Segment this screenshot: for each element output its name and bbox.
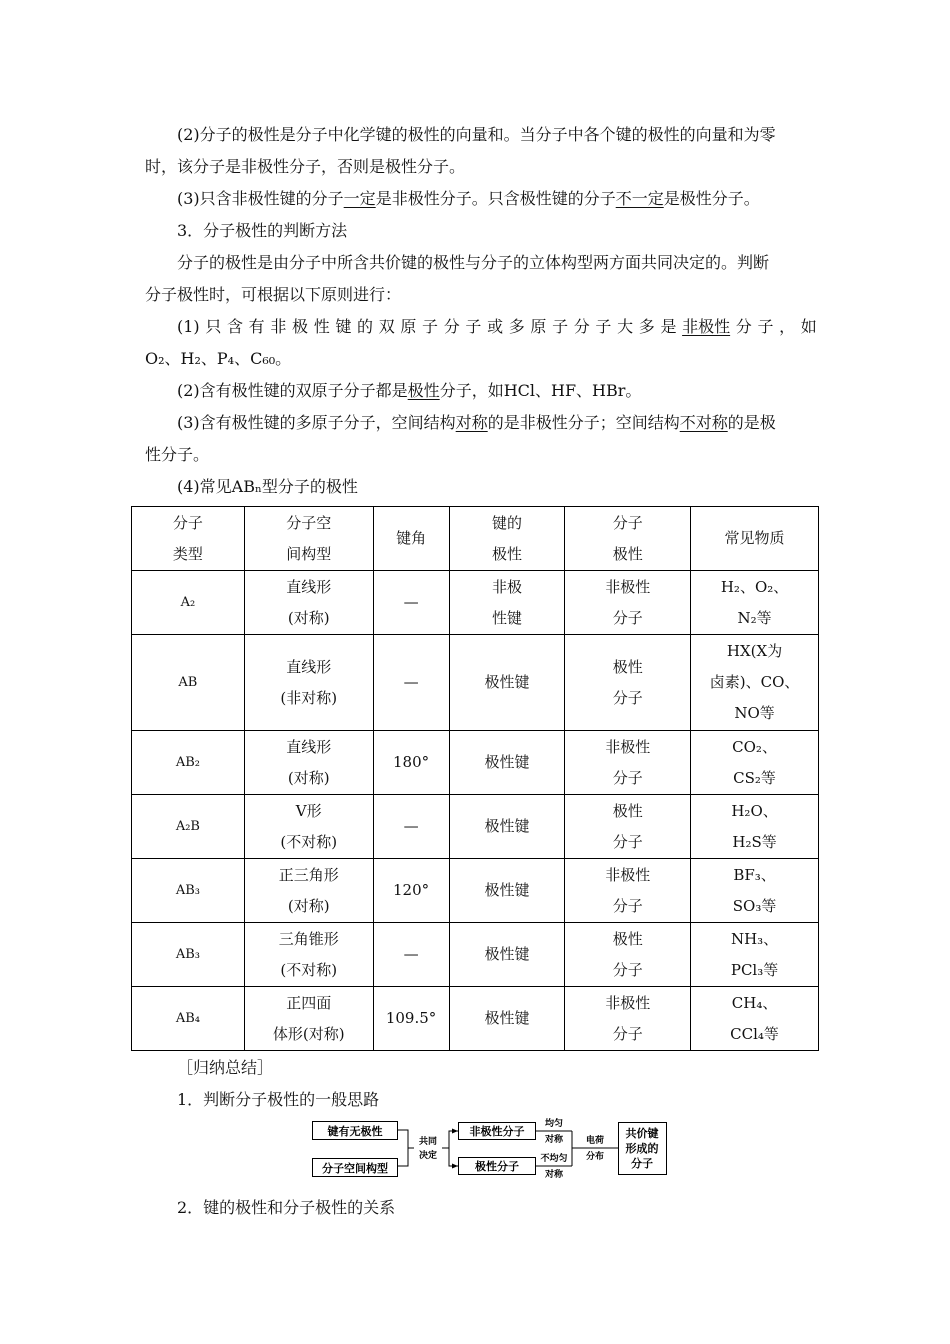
underlined-text: 不一定: [615, 189, 664, 208]
header-molecule-polarity: [565, 507, 691, 571]
header-molecule-polarity-line: 分子: [612, 513, 643, 532]
flow-label-uniform: 均匀: [544, 1119, 564, 1129]
cell-bond: [449, 859, 565, 923]
text: 的是非极性分子；空间结构: [487, 413, 680, 432]
cell-polarity: [565, 923, 691, 987]
cell-bond-line: 极性键: [484, 881, 530, 899]
polarity-flowchart: [312, 1118, 668, 1182]
flow-label-charge: 电荷: [585, 1136, 605, 1146]
flow-box-covalent-1: 共价键: [625, 1127, 659, 1140]
cell-shape-line: (对称): [287, 896, 330, 915]
text: 是极性分子。: [663, 189, 760, 208]
flow-label-nonuniform: 不均匀: [540, 1154, 568, 1164]
cell-polarity-line: 分子: [612, 832, 643, 851]
rule-2: [177, 381, 817, 401]
cell-examples-line: CO₂、: [732, 737, 777, 756]
cell-polarity-line: 极性: [612, 929, 643, 948]
cell-shape: [244, 795, 373, 859]
flow-label-symmetric: 对称: [544, 1135, 564, 1145]
cell-polarity: [565, 635, 691, 731]
cell-examples: [691, 795, 819, 859]
cell-polarity-line: 极性: [612, 801, 643, 820]
rule-1a: [177, 317, 817, 337]
cell-bond: [449, 987, 565, 1051]
cell-type: AB₄: [132, 987, 245, 1051]
cell-shape: [244, 731, 373, 795]
flow-box-nonpolar-molecule: 非极性分子: [469, 1125, 525, 1138]
cell-bond-line: 极性键: [484, 1009, 530, 1027]
cell-examples-line: BF₃、: [733, 865, 776, 884]
cell-examples-line: 卤素)、CO、: [709, 673, 800, 691]
header-shape-line: 分子空: [286, 513, 332, 532]
cell-bond: [449, 635, 565, 731]
cell-type: A₂B: [132, 795, 245, 859]
text-char: 多: [508, 317, 525, 336]
header-type: [132, 507, 245, 571]
cell-examples-line: CS₂等: [733, 768, 776, 787]
cell-examples-line: HX(X为: [726, 642, 783, 660]
text-char: 键: [335, 317, 352, 336]
text-char: 极: [292, 317, 309, 336]
text-char: 子: [465, 317, 482, 336]
cell-shape-line: 正四面: [286, 993, 332, 1012]
cell-examples-line: H₂、O₂、: [720, 577, 789, 596]
molecule-polarity-table: [131, 506, 819, 1051]
text-char: 子: [757, 317, 774, 336]
cell-angle: 180°: [373, 731, 449, 795]
flow-box-covalent-3: 分子: [631, 1157, 653, 1170]
text-char: 只: [205, 317, 222, 336]
text-char: 双: [378, 317, 395, 336]
cell-polarity-line: 非极性: [605, 577, 651, 596]
text-char: 性: [313, 317, 330, 336]
text-char: 的: [357, 317, 374, 336]
cell-angle: —: [373, 571, 449, 635]
text-char: 原: [400, 317, 417, 336]
text-char: 或: [487, 317, 504, 336]
cell-angle: 120°: [373, 859, 449, 923]
header-angle-line: 键角: [396, 529, 427, 547]
header-bond-polarity: [449, 507, 565, 571]
cell-bond-line: 极性键: [484, 817, 530, 835]
cell-type: AB₂: [132, 731, 245, 795]
table-row: [132, 635, 819, 731]
cell-shape-line: (非对称): [280, 688, 338, 707]
cell-examples: [691, 923, 819, 987]
text-char: 含: [227, 317, 244, 336]
header-shape-line: 间构型: [286, 544, 332, 563]
cell-examples: [691, 635, 819, 731]
header-type-line: 类型: [172, 544, 203, 563]
text-char: ，: [779, 317, 796, 336]
underlined-text: 极性: [407, 381, 440, 400]
text: (3)只含非极性键的分子: [177, 189, 344, 208]
rule-3a: [177, 413, 817, 433]
cell-examples-line: CCl₄等: [730, 1024, 779, 1043]
underlined-text: 一定: [343, 189, 376, 208]
table-row: [132, 571, 819, 635]
cell-polarity-line: 分子: [612, 768, 643, 787]
text-char: 分: [573, 317, 590, 336]
paragraph-2a: (2)分子的极性是分子中化学键的极性的向量和。当分子中各个键的极性的向量和为零: [177, 125, 776, 144]
cell-shape: [244, 571, 373, 635]
cell-bond-line: 非极: [491, 577, 522, 596]
summary-item-1: 1．判断分子极性的一般思路: [177, 1090, 380, 1109]
intro-a: 分子的极性是由分子中所含共价键的极性与分子的立体构型两方面共同决定的。判断: [177, 253, 770, 272]
cell-examples: [691, 859, 819, 923]
cell-shape-line: 直线形: [286, 657, 332, 676]
intro-b: 分子极性时，可根据以下原则进行：: [145, 285, 402, 304]
cell-shape-line: 直线形: [286, 737, 332, 756]
table-row: [132, 731, 819, 795]
cell-polarity-line: 分子: [612, 896, 643, 915]
text-char: 非: [270, 317, 287, 336]
cell-type: AB: [132, 635, 245, 731]
text: 分子，如HCl、HF、HBr。: [439, 381, 642, 400]
table-row: [132, 987, 819, 1051]
rule-1-justified-line: [177, 317, 817, 337]
text: 是非极性分子。只含极性键的分子: [375, 189, 616, 208]
flow-box-covalent-2: 形成的: [625, 1142, 659, 1155]
cell-examples-line: SO₃等: [732, 896, 777, 915]
header-bond-polarity-line: 键的: [491, 513, 522, 532]
paragraph-2b: 时，该分子是非极性分子，否则是极性分子。: [145, 157, 466, 176]
section-heading-3: 3．分子极性的判断方法: [177, 221, 348, 240]
cell-shape-line: (不对称): [280, 832, 338, 851]
cell-bond: [449, 923, 565, 987]
cell-examples-line: NH₃、: [730, 929, 779, 948]
text-char: 子: [595, 317, 612, 336]
text-char: 大: [617, 317, 634, 336]
flow-label-distribution: 分布: [585, 1152, 605, 1162]
text-char: 是: [660, 317, 677, 336]
cell-shape-line: 直线形: [286, 577, 332, 596]
underlined-text: 对称: [455, 413, 488, 432]
table-row: [132, 923, 819, 987]
text-char: 有: [248, 317, 265, 336]
cell-examples-line: NO等: [734, 704, 775, 722]
cell-type: AB₃: [132, 859, 245, 923]
header-type-line: 分子: [172, 513, 203, 532]
cell-angle: 109.5°: [373, 987, 449, 1051]
cell-shape-line: 正三角形: [278, 865, 339, 884]
cell-polarity: [565, 859, 691, 923]
cell-shape-line: 三角锥形: [278, 929, 339, 948]
text-char: 原: [530, 317, 547, 336]
flow-box-molecular-shape: 分子空间构型: [322, 1162, 388, 1175]
cell-examples: [691, 987, 819, 1051]
cell-shape-line: (不对称): [280, 960, 338, 979]
cell-examples-line: PCl₃等: [730, 960, 779, 979]
cell-polarity-line: 非极性: [605, 865, 651, 884]
underlined-text: 非极性: [682, 317, 731, 336]
cell-polarity-line: 分子: [612, 608, 643, 627]
flow-label-asymmetric: 对称: [544, 1170, 564, 1180]
cell-bond-line: 极性键: [484, 673, 530, 691]
cell-polarity: [565, 795, 691, 859]
header-examples: [691, 507, 819, 571]
text-char: 子: [422, 317, 439, 336]
cell-shape-line: (对称): [287, 608, 330, 627]
cell-shape-line: 体形(对称): [272, 1024, 345, 1043]
flow-label-joint-1: 共同: [418, 1137, 438, 1147]
table-header-row: [132, 507, 819, 571]
cell-angle: —: [373, 923, 449, 987]
cell-shape-line: V形: [295, 801, 322, 820]
text-char: 如: [800, 317, 817, 336]
rule-4: (4)常见ABₙ型分子的极性: [177, 477, 358, 496]
cell-type: AB₃: [132, 923, 245, 987]
cell-examples: [691, 731, 819, 795]
cell-bond: [449, 795, 565, 859]
text-char: (1): [177, 317, 200, 336]
text-char: 分: [735, 317, 752, 336]
underlined-text: 不对称: [679, 413, 728, 432]
cell-bond: [449, 571, 565, 635]
cell-type: A₂: [132, 571, 245, 635]
table-row: [132, 859, 819, 923]
rule-3b: 性分子。: [145, 445, 210, 464]
header-shape: [244, 507, 373, 571]
summary-item-2: 2．键的极性和分子极性的关系: [177, 1198, 396, 1217]
header-angle: [373, 507, 449, 571]
cell-examples: [691, 571, 819, 635]
cell-polarity: [565, 731, 691, 795]
cell-angle: —: [373, 635, 449, 731]
cell-polarity-line: 极性: [612, 657, 643, 676]
cell-bond-line: 极性键: [484, 945, 530, 963]
text-char: 分: [443, 317, 460, 336]
flow-box-polar-molecule: 极性分子: [475, 1160, 519, 1173]
cell-shape: [244, 987, 373, 1051]
cell-polarity-line: 分子: [612, 1024, 643, 1043]
cell-shape: [244, 859, 373, 923]
text: 的是极: [727, 413, 776, 432]
table-row: [132, 795, 819, 859]
cell-examples-line: H₂S等: [732, 832, 777, 851]
paragraph-3: [177, 189, 817, 209]
cell-polarity: [565, 987, 691, 1051]
rule-1b: O₂、H₂、P₄、C₆₀。: [145, 349, 292, 368]
cell-examples-line: N₂等: [737, 608, 772, 627]
flow-label-joint-2: 决定: [418, 1151, 438, 1161]
cell-bond-line: 性键: [491, 608, 522, 627]
cell-shape: [244, 923, 373, 987]
text-char: 子: [552, 317, 569, 336]
summary-heading: ［归纳总结］: [177, 1058, 274, 1077]
text: (2)含有极性键的双原子分子都是: [177, 381, 408, 400]
cell-polarity-line: 非极性: [605, 737, 651, 756]
cell-shape: [244, 635, 373, 731]
text-char: 多: [638, 317, 655, 336]
cell-angle: —: [373, 795, 449, 859]
header-bond-polarity-line: 极性: [491, 544, 522, 563]
cell-polarity: [565, 571, 691, 635]
cell-bond: [449, 731, 565, 795]
header-examples-line: 常见物质: [724, 529, 785, 547]
cell-polarity-line: 分子: [612, 688, 643, 707]
cell-polarity-line: 分子: [612, 960, 643, 979]
cell-bond-line: 极性键: [484, 753, 530, 771]
header-molecule-polarity-line: 极性: [612, 544, 643, 563]
text: (3)含有极性键的多原子分子，空间结构: [177, 413, 456, 432]
flow-box-bond-polarity: 键有无极性: [327, 1125, 383, 1138]
cell-polarity-line: 非极性: [605, 993, 651, 1012]
cell-shape-line: (对称): [287, 768, 330, 787]
cell-examples-line: H₂O、: [731, 801, 778, 820]
cell-examples-line: CH₄、: [731, 993, 778, 1012]
